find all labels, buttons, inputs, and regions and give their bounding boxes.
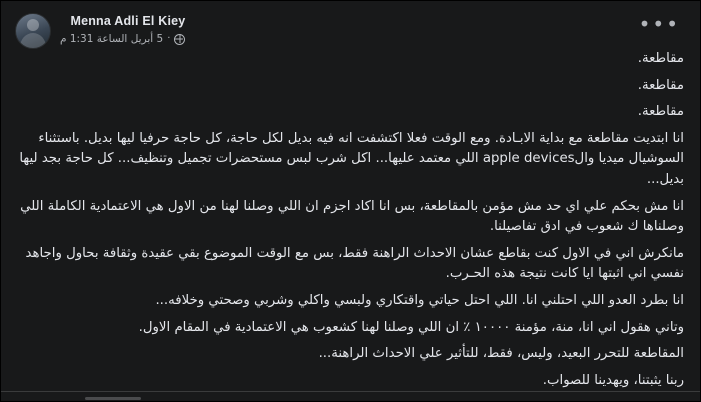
post-paragraph: مقاطعة.	[637, 104, 684, 120]
avatar[interactable]	[15, 13, 51, 49]
post-paragraph: انا مش بحكم علي اي حد مش مؤمن بالمقاطعة، بس انا اكاد اجزم ان اللي وصلنا لهنا من الاول هي الاعتمادية الكاملة اللي وصلناها ك شعوب في ادق تفاصيلنا.	[20, 198, 684, 235]
author-text	[60, 13, 185, 46]
post-body	[1, 47, 700, 392]
author-name[interactable]: Menna Adli El Kiey	[70, 14, 186, 28]
post-paragraph: المقاطعة للتحرر البعيد، وليس، فقط، للتأثير علي الاحداث الراهنة...	[318, 346, 684, 362]
post-footer-divider	[1, 391, 700, 401]
post-timestamp[interactable]: 5 أبريل الساعة 1:31 م	[60, 32, 164, 45]
post-paragraph: مانكرش اني في الاول كنت بقاطع عشان الاحداث الراهنة فقط، بس مع الوقت الموضوع بقي عقيدة وثقافة بحاول واجاهد نفسي اني اثبتها ايا كانت نتيجة هذه الحـرب.	[25, 245, 684, 282]
post-paragraph: ربنا يثبتنا، ويهدينا للصواب.	[542, 372, 684, 388]
meta-separator: ·	[167, 32, 171, 44]
author-block[interactable]	[15, 13, 185, 49]
globe-icon	[174, 34, 185, 45]
post-meta	[60, 33, 185, 46]
post-paragraph: مقاطعة.	[637, 77, 684, 93]
post-header	[1, 1, 700, 47]
post-options-menu-button[interactable]: •••	[638, 12, 680, 36]
post-paragraph: وتاني هقول اني انا، منة، مؤمنة ١٠٠٠٠ ٪ ان اللي وصلنا لهنا كشعوب هي الاعتمادية في المقام الاول.	[138, 319, 684, 335]
post-paragraph: مقاطعة.	[637, 51, 684, 66]
footer-progress-bar	[85, 397, 141, 400]
post-paragraph: انا ابتديت مقاطعة مع بداية الابـادة. ومع الوقت فعلا اكتشفت انه فيه بديل لكل حاجة، كل حاجة حرفيا ليها بديل. باستثناء السوشيال ميديا وال‌apple devices اللي معتمد عليها... اكل شرب لبس مستحضرات تجميل وتنظيف... كل حاجة بجد ليها بديل...	[19, 130, 684, 188]
post-paragraph: انا بطرد العدو اللي احتلني انا. اللي احتل حياتي واقتكاري ولبسي واكلي وشربي وصحتي وخلافه...	[155, 293, 684, 309]
